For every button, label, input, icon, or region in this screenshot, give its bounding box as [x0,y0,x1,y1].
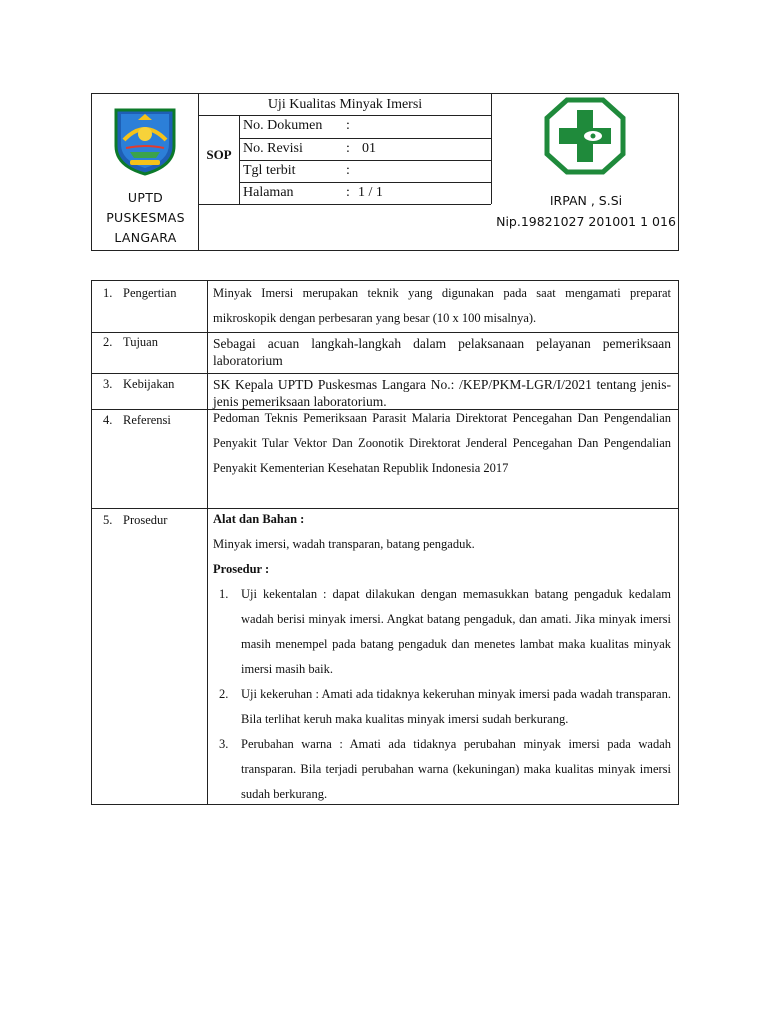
row-label: Halaman [243,185,294,200]
document-number-row [243,117,358,135]
row-colon: : [346,141,350,156]
row-value: 1 / 1 [358,185,383,200]
divider [198,204,491,205]
section-text-kebijakan: SK Kepala UPTD Puskesmas Langara No.: /KEP/PKM-LGR/I/2021 tentang jenis-jenis pemeriksaan laboratorium. [213,377,671,409]
divider [92,332,678,333]
section-text-referensi: Pedoman Teknis Pemeriksaan Parasit Malaria Direktorat Pencegahan Dan Pengendalian Penyakit Tular Vektor Dan Zoonotik Direktorat Jenderal Pencegahan Dan Pengendalian Penyakit Kementerian Kesehatan Republik Indonesia 2017 [213,411,671,475]
row-label: No. Revisi [243,141,303,156]
procedure-step [213,732,671,807]
section-number: 2. [103,335,113,349]
regency-emblem-logo [112,104,178,176]
org-name-line: LANGARA [114,230,177,245]
tools-heading: Alat dan Bahan : [213,512,305,526]
section-label-kebijakan [103,376,174,392]
section-label-prosedur [103,512,167,528]
row-colon: : [346,163,350,178]
step-text: Perubahan warna : Amati ada tidaknya perubahan minyak imersi pada wadah transparan. Bila terjadi perubahan warna (kekuningan) maka kualitas minyak imersi sudah berkurang. [241,737,671,801]
divider [92,373,678,374]
section-number: 3. [103,377,113,391]
signer-block [492,190,680,232]
section-number: 1. [103,286,113,300]
page-row [243,184,383,202]
org-name-line: UPTD [127,190,164,205]
row-label: Tgl terbit [243,163,296,178]
sop-label: SOP [206,147,232,162]
step-text: Uji kekentalan : dapat dilakukan dengan memasukkan batang pengaduk kedalam wadah berisi minyak imersi. Angkat batang pengaduk, dan amati. Jika minyak imersi masih menempel pada batang pengaduk dan menetes lambat maka kualitas minyak imersi masih baik. [241,587,671,676]
signer-name: IRPAN , S.Si [549,193,623,208]
section-name: Referensi [123,413,171,427]
section-label-tujuan [103,334,158,350]
sop-header [91,93,679,251]
tools-text: Minyak imersi, wadah transparan, batang pengaduk. [213,537,475,551]
divider [207,281,208,804]
puskesmas-cross-logo [543,94,627,178]
issue-date-row [243,162,358,180]
divider [491,94,492,204]
divider [239,182,491,183]
step-number: 1. [219,587,229,601]
step-number: 3. [219,737,229,751]
procedure-step [213,582,671,682]
section-number: 4. [103,413,113,427]
signer-nip: Nip.19821027 201001 1 016 [496,214,676,229]
section-name: Tujuan [123,335,158,349]
section-text-prosedur [213,507,671,807]
section-label-referensi [103,412,171,428]
row-label: No. Dokumen [243,118,323,133]
section-text-tujuan: Sebagai acuan langkah-langkah dalam pelaksanaan pelayanan pemeriksaan laboratorium [213,336,671,368]
section-number: 5. [103,513,113,527]
section-name: Prosedur [123,513,168,527]
divider [239,160,491,161]
section-text-pengertian: Minyak Imersi merupakan teknik yang digunakan pada saat mengamati preparat mikroskopik dengan perbesaran yang besar (10 x 100 misalnya). [213,286,671,325]
section-name: Pengertian [123,286,177,300]
row-value: 01 [362,141,376,156]
revision-row [243,140,376,158]
organization-name [92,188,199,248]
row-colon: : [346,118,350,133]
row-colon: : [346,185,350,200]
sop-title: Uji Kualitas Minyak Imersi [267,97,423,112]
step-number: 2. [219,687,229,701]
procedure-heading: Prosedur : [213,562,270,576]
section-label-pengertian [103,285,176,301]
org-name-line: PUSKESMAS [106,210,185,225]
divider [239,138,491,139]
sop-content-table [91,280,679,805]
divider [198,115,491,116]
procedure-step [213,682,671,732]
section-name: Kebijakan [123,377,175,391]
step-text: Uji kekeruhan : Amati ada tidaknya kekeruhan minyak imersi pada wadah transparan. Bila terlihat keruh maka kualitas minyak imersi sudah berkurang. [241,687,671,726]
procedure-steps [213,582,671,807]
